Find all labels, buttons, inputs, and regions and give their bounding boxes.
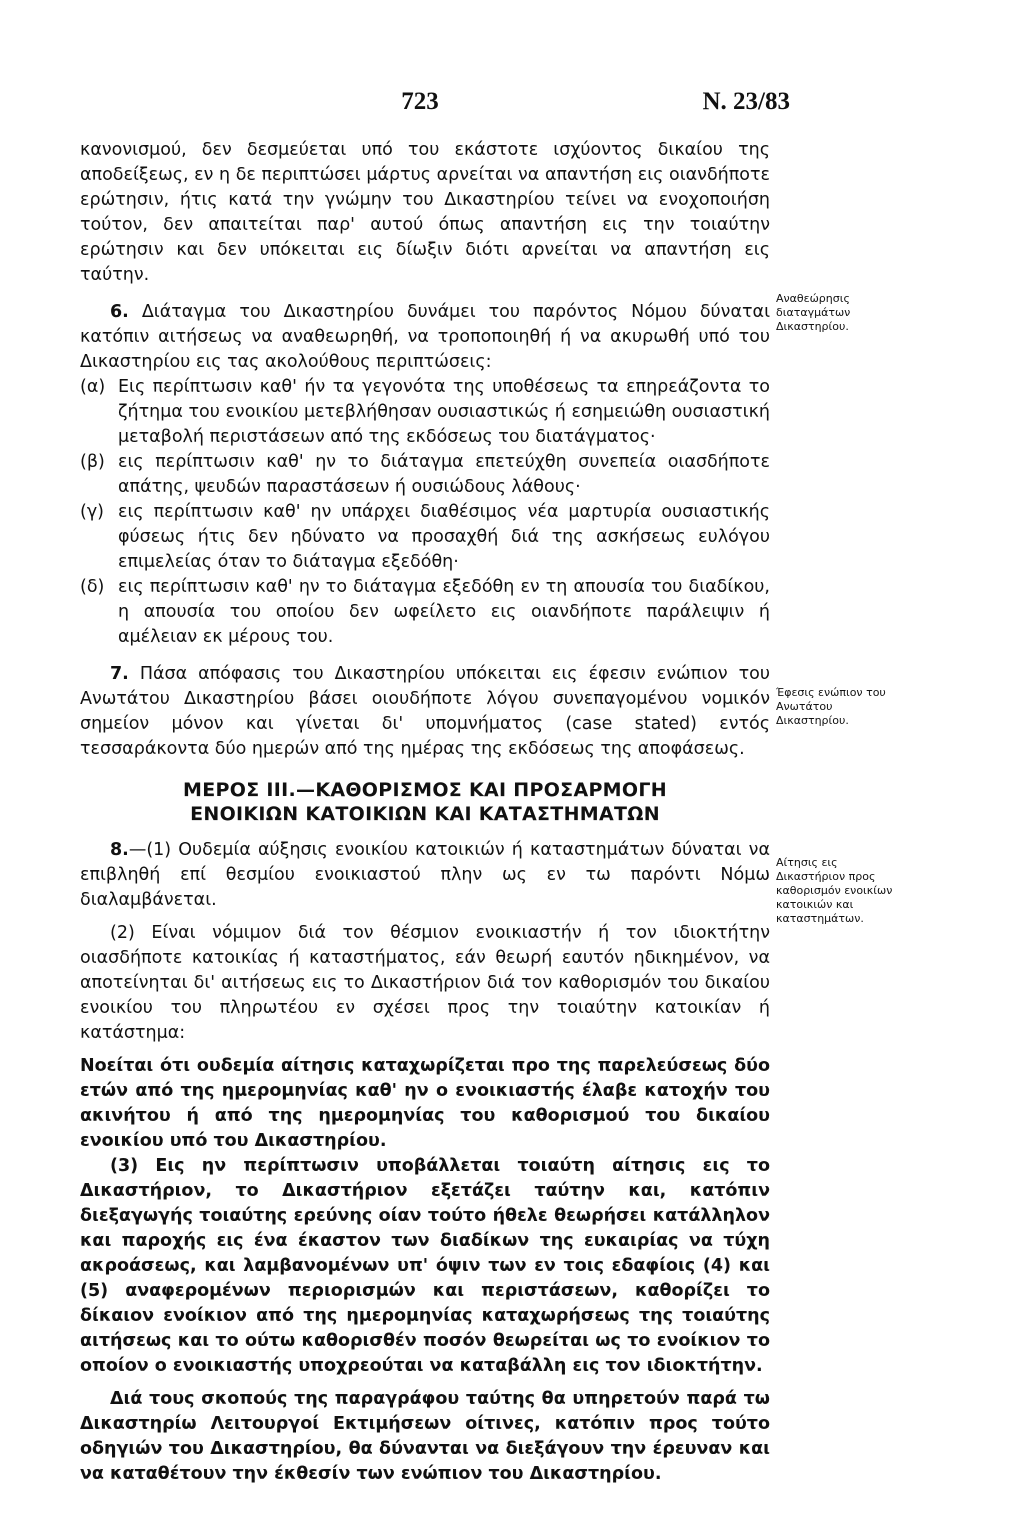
item-text: εις περίπτωσιν καθ' ην υπάρχει διαθέσιμος νέα μαρτυρία ουσιαστικής φύσεως ήτις δεν ηδύνατο να προσαχθή διά της ασκήσεως ευλόγου επιμελείας όταν το διάταγμα εξεδόθη· [118,502,770,572]
section-7 [80,662,770,762]
section-7-number: 7. [110,664,129,684]
section-6-item-c [80,500,770,575]
part-heading [80,778,770,826]
section-6-item-a [80,375,770,450]
item-text: εις περίπτωσιν καθ' ην το διάταγμα επετεύχθη συνεπεία οιασδήποτε απάτης, ψευδών παραστάσεων ή ουσιώδους λάθους· [118,452,770,497]
margin-note-section-7: Έφεσις ενώπιον του Ανωτάτου Δικαστηρίου. [776,686,886,727]
page-number: 723 [401,88,439,115]
section-8-p1 [80,838,770,913]
section-6-item-d [80,575,770,650]
item-label: (α) [80,377,106,397]
margin-note-section-6: Αναθεώρησις διαταγμάτων Δικαστηρίου. [776,292,851,333]
section-8-p2: (2) Είναι νόμιμον διά τον θέσμιον ενοικιαστήν ή τον ιδιοκτήτην οιασδήποτε κατοικίας ή καταστήματος, εάν θεωρή εαυτόν ηδικημένον, να αποτείνηται δι' αιτήσεως εις το Δικαστήριον διά τον καθορισμόν του δικαίου ενοικίου του πληρωτέου εν σχέσει προς την τοιαύτην κατοικίαν ή κατάστημα: [80,923,770,1043]
law-reference: Ν. 23/83 [702,88,790,115]
section-8-p4: Διά τους σκοπούς της παραγράφου ταύτης θα υπηρετούν παρά τω Δικαστηρίω Λειτουργοί Εκτιμήσεων οίτινες, κατόπιν προς τούτο οδηγιών του Δικαστηρίου, θα δύνανται να διεξάγουν την έρευναν και να καταθέτουν την έκθεσίν των ενώπιον του Δικαστηρίου. [80,1389,770,1484]
section-8-proviso: Νοείται ότι ουδεμία αίτησις καταχωρίζεται προ της παρελεύσεως δύο ετών από της ημερομηνίας καθ' ην ο ενοικιαστής έλαβε κατοχήν του ακινήτου ή από της ημερομηνίας του καθορισμού του δικαίου ενοικίου υπό του Δικαστηρίου. [80,1056,770,1151]
section-6-item-b [80,450,770,500]
item-label: (β) [80,452,105,472]
section-6-text: Διάταγμα του Δικαστηρίου δυνάμει του παρόντος Νόμου δύναται κατόπιν αιτήσεως να αναθεωρηθή, να τροποποιηθή ή να ακυρωθή υπό του Δικαστηρίου εις τας ακολούθους περιπτώσεις: [80,302,770,372]
section-6 [80,300,770,375]
section-8-number: 8. [110,840,129,860]
margin-note-section-8: Αίτησις εις Δικαστήριον προς καθορισμόν ενοικίων κατοικιών και καταστημάτων. [776,856,893,925]
section-6-number: 6. [110,302,129,322]
item-text: εις περίπτωσιν καθ' ην το διάταγμα εξεδόθη εν τη απουσία του διαδίκου, η απουσία του οποίου δεν ωφείλετο εις οιανδήποτε παράλειψιν ή αμέλειαν εκ μέρους του. [118,577,770,647]
section-8-p3: (3) Εις ην περίπτωσιν υποβάλλεται τοιαύτη αίτησις εις το Δικαστήριον, το Δικαστήριον εξετάζει ταύτην και, κατόπιν διεξαγωγής τοιαύτης ερεύνης οίαν τούτο ήθελε θεωρήσει κατάλληλον και παροχής εις ένα έκαστον των διαδίκων της ευκαιρίας να τύχη ακροάσεως, και λαμβανομένων υπ' όψιν των εν τοις εδαφίοις (4) και (5) αναφερομένων περιορισμών και περιστάσεων, καθορίζει το δίκαιον ενοίκιον από της ημερομηνίας καταχωρήσεως της τοιαύτης αιτήσεως και το ούτω καθορισθέν ποσόν θεωρείται ως το ενοίκιον το οποίον ο ενοικιαστής υποχρεούται να καταβάλλη εις τον ιδιοκτήτην. [80,1156,770,1376]
section-7-text: Πάσα απόφασις του Δικαστηρίου υπόκειται εις έφεσιν ενώπιον του Ανωτάτου Δικαστηρίου βάσει οιουδήποτε λόγου συνεπαγομένου νομικόν σημείον μόνον και γίνεται δι' υπομνήματος (case stated) εντός τεσσαράκοντα δύο ημερών από της ημέρας της εκδόσεως της αποφάσεως. [80,664,770,759]
item-label: (δ) [80,577,105,597]
item-label: (γ) [80,502,105,522]
section-8-p1-text: —(1) Ουδεμία αύξησις ενοικίου κατοικιών ή καταστημάτων δύναται να επιβληθή επί θεσμίου ενοικιαστού πλην ως εν τω παρόντι Νόμω διαλαμβάνεται. [80,840,770,910]
part-heading-line-2: ΕΝΟΙΚΙΩΝ ΚΑΤΟΙΚΙΩΝ ΚΑΙ ΚΑΤΑΣΤΗΜΑΤΩΝ [190,803,660,825]
part-heading-line-1: ΜΕΡΟΣ III.—ΚΑΘΟΡΙΣΜΟΣ ΚΑΙ ΠΡΟΣΑΡΜΟΓΗ [183,779,667,801]
document-body [80,138,770,1487]
intro-paragraph: κανονισμού, δεν δεσμεύεται υπό του εκάστοτε ισχύοντος δικαίου της αποδείξεως, εν η δε περιπτώσει μάρτυς αρνείται να απαντήση εις οιανδήποτε ερώτησιν, ήτις κατά την γνώμην του Δικαστηρίου τείνει να ενοχοποιήση τούτον, δεν απαιτείται παρ' αυτού όπως απαντήση εις την τοιαύτην ερώτησιν και δεν υπόκειται εις δίωξιν διότι αρνείται να απαντήση εις ταύτην. [80,140,770,285]
item-text: Εις περίπτωσιν καθ' ήν τα γεγονότα της υποθέσεως τα επηρεάζοντα το ζήτημα του ενοικίου μετεβλήθησαν ουσιαστικώς ή εσημειώθη ουσιαστική μεταβολή περιστάσεων από της εκδόσεως του διατάγματος· [118,377,770,447]
